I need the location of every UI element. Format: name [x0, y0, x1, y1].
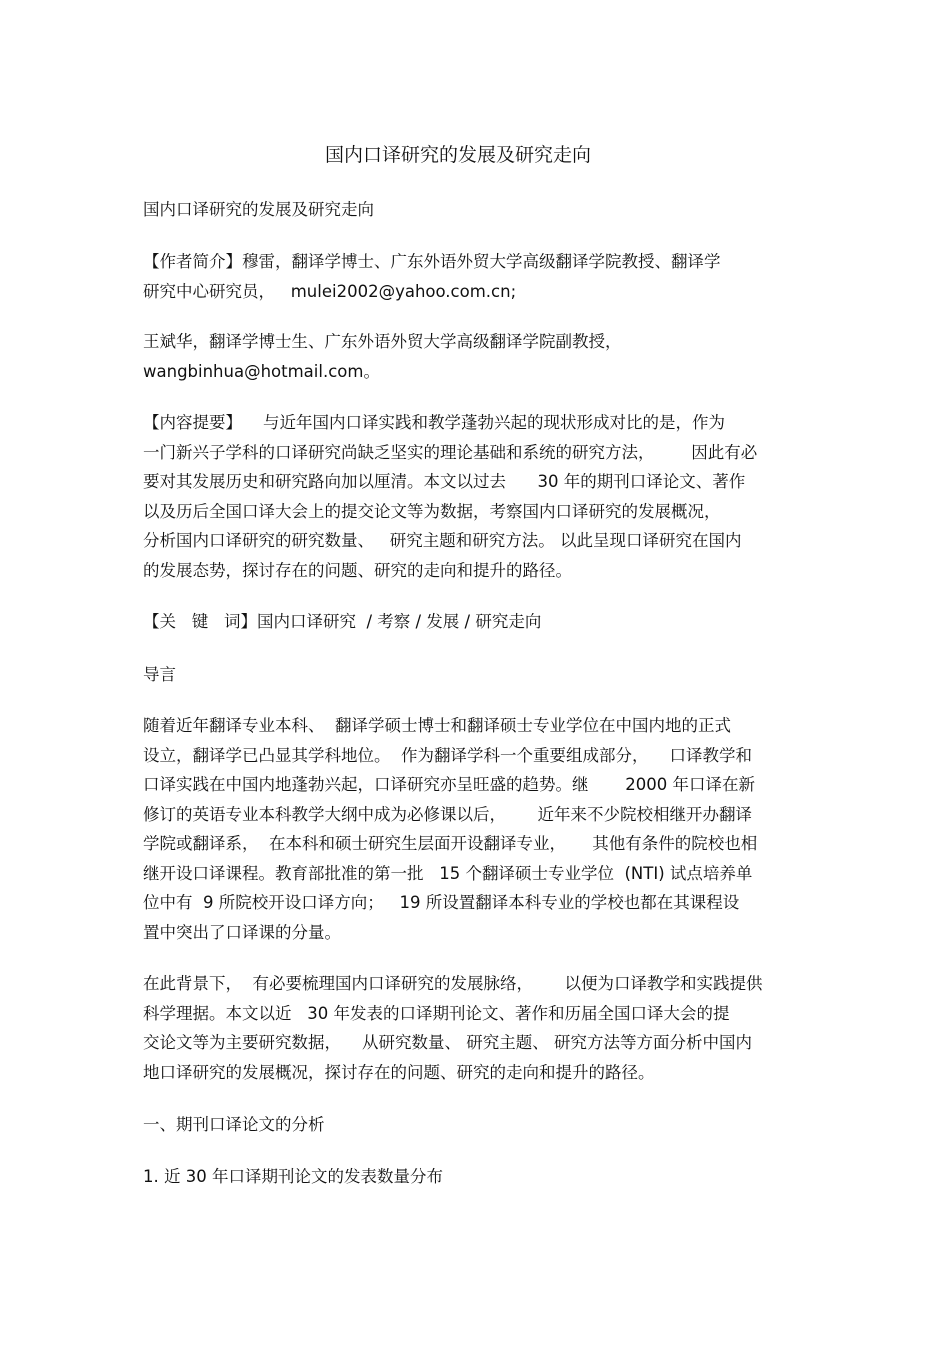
para1-line-4: 修订的英语专业本科教学大纲中成为必修课以后， 近年来不少院校相继开办翻译: [143, 804, 752, 824]
keywords-text: 【关 键 词】国内口译研究 / 考察 / 发展 / 研究走向: [143, 612, 542, 631]
author2-line-1: 王斌华，翻译学博士生、广东外语外贸大学高级翻译学院副教授，: [143, 332, 622, 351]
abstract-paragraph: [143, 408, 805, 585]
para1-line-5: 学院或翻译系， 在本科和硕士研究生层面开设翻译专业， 其他有条件的院校也相: [143, 834, 758, 853]
document-subtitle: [143, 195, 805, 225]
intro-heading: [143, 660, 805, 690]
abstract-line-6: 的发展态势，探讨存在的问题、研究的走向和提升的路径。: [143, 560, 572, 580]
author1-line-1: 【作者简介】穆雷，翻译学博士、广东外语外贸大学高级翻译学院教授、翻译学: [143, 252, 721, 271]
author-info-1: [143, 247, 805, 306]
abstract-line-5: 分析国内口译研究的研究数量、 研究主题和研究方法。 以此呈现口译研究在国内: [143, 531, 742, 550]
subsection-1-heading-text: 1. 近 30 年口译期刊论文的发表数量分布: [143, 1167, 443, 1186]
section-1-heading-text: 一、期刊口译论文的分析: [143, 1115, 325, 1134]
author2-line-2: wangbinhua@hotmail.com。: [143, 361, 380, 381]
section-1-heading: [143, 1110, 805, 1140]
subtitle-text: 国内口译研究的发展及研究走向: [143, 200, 374, 219]
para1-line-7: 位中有 9 所院校开设口译方向； 19 所设置翻译本科专业的学校也都在其课程设: [143, 893, 740, 912]
para1-line-8: 置中突出了口译课的分量。: [143, 922, 341, 942]
para1-line-1: 随着近年翻译专业本科、 翻译学硕士博士和翻译硕士专业学位在中国内地的正式: [143, 716, 731, 735]
author-info-2: [143, 327, 805, 386]
abstract-line-2: 一门新兴子学科的口译研究尚缺乏坚实的理论基础和系统的研究方法， 因此有必: [143, 442, 758, 462]
para2-line-2: 科学理据。本文以近 30 年发表的口译期刊论文、著作和历届全国口译大会的提: [143, 1003, 730, 1023]
abstract-line-4: 以及历后全国口译大会上的提交论文等为数据，考察国内口译研究的发展概况，: [143, 501, 721, 521]
intro-paragraph-2: [143, 969, 805, 1087]
subsection-1-heading: [143, 1162, 805, 1192]
abstract-line-3: 要对其发展历史和研究路向加以厘清。本文以过去 30 年的期刊口译论文、著作: [143, 472, 746, 491]
keywords-line: [143, 607, 805, 637]
author1-line-2: 研究中心研究员， mulei2002@yahoo.com.cn;: [143, 281, 517, 301]
para1-line-2: 设立，翻译学已凸显其学科地位。 作为翻译学科一个重要组成部分， 口译教学和: [143, 745, 752, 765]
abstract-line-1: 【内容提要】 与近年国内口译实践和教学蓬勃兴起的现状形成对比的是，作为: [143, 413, 725, 432]
intro-paragraph-1: [143, 711, 805, 947]
para2-line-1: 在此背景下， 有必要梳理国内口译研究的发展脉络， 以便为口译教学和实践提供: [143, 974, 763, 993]
para2-line-3: 交论文等为主要研究数据， 从研究数量、 研究主题、 研究方法等方面分析中国内: [143, 1033, 752, 1052]
para1-line-6: 继开设口译课程。教育部批准的第一批 15 个翻译硕士专业学位 (NTI) 试点培养单: [143, 863, 753, 883]
document-title: 国内口译研究的发展及研究走向: [324, 144, 591, 166]
para1-line-3: 口译实践在中国内地蓬勃兴起，口译研究亦呈旺盛的趋势。继 2000 年口译在新: [143, 775, 755, 794]
intro-heading-text: 导言: [143, 665, 176, 684]
para2-line-4: 地口译研究的发展概况，探讨存在的问题、研究的走向和提升的路径。: [143, 1062, 655, 1082]
